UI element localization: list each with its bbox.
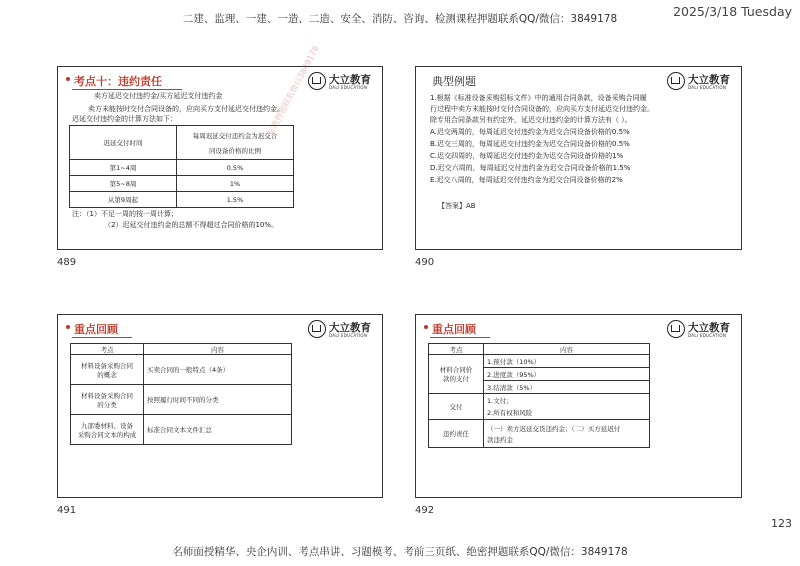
table-header: 考点	[429, 344, 484, 355]
review-table	[70, 343, 292, 445]
logo	[667, 72, 731, 92]
slide-title: 重点回顾	[74, 323, 118, 336]
table-row: 第1~4周 0.5%	[70, 160, 294, 176]
slide-title: 考点十：违约责任	[74, 75, 162, 88]
bullet-dot	[424, 325, 428, 329]
logo-sub: DALI EDUCATION	[329, 85, 368, 90]
slide-489	[57, 66, 383, 250]
table-row: 2.进度款（95%）	[429, 368, 650, 381]
logo-brand: 大立教育	[329, 322, 371, 334]
note: （2）迟延交付违约金的总额不得超过合同价格的10%。	[104, 221, 279, 229]
logo	[667, 320, 731, 340]
logo-sub: DALI EDUCATION	[329, 333, 368, 338]
question-line: 行过程中卖方未能按时交付合同设备的，应向买方支付延迟交付违约金。	[430, 105, 654, 113]
option-c: C.迟交四周的，每周延迟交付违约金为迟交合同设备价格的1%	[430, 152, 624, 160]
slide-number: 492	[415, 505, 435, 516]
review-table	[428, 343, 650, 448]
option-a: A.迟交两周的，每周延迟交付违约金为迟交合同设备价格的0.5%	[430, 128, 630, 136]
logo-icon	[308, 320, 326, 338]
logo	[308, 72, 372, 92]
table-header: 内容	[484, 344, 650, 355]
logo-icon	[667, 72, 685, 90]
bullet-dot	[66, 325, 70, 329]
table-row: 违约责任 （一）卖方迟延交货违约金；（二）买方延迟付 款违约金	[429, 420, 650, 448]
table-header: 迟延交付时间	[70, 126, 177, 160]
slide-490	[415, 66, 742, 250]
table-row: 交付 1.文付； 2.所有权和风险	[429, 394, 650, 420]
table-row: 材料设备采购合同 的分类 按照履行时间不同的分类	[71, 385, 292, 415]
logo	[308, 320, 372, 340]
logo-sub: DALI EDUCATION	[688, 333, 727, 338]
title-underline	[72, 89, 182, 90]
table-row: 九部委材料、设备 采购合同文本的构成 标准合同文本文件汇总	[71, 415, 292, 445]
slide-number: 489	[57, 257, 77, 268]
table-header: 内容	[144, 344, 292, 355]
answer: 【答案】AB	[438, 202, 476, 210]
note: 注：（1）不足一周的按一周计算；	[72, 210, 178, 218]
table-row: 3.结清款（5%）	[429, 381, 650, 394]
subtitle: 卖方延迟交付违约金/买方延迟支付违约金	[94, 92, 223, 100]
text-line: 卖方未能按时交付合同设备的，应向买方支付延迟交付违约金。	[88, 105, 284, 113]
date-line: 2025/3/18 Tuesday	[673, 4, 792, 19]
text-line: 迟延交付违约金的计算方法如下：	[72, 115, 177, 123]
table-header: 考点	[71, 344, 144, 355]
logo-icon	[667, 320, 685, 338]
question-line: 除专用合同条款另有约定外，延迟交付违约金的计算方法有（ ）。	[430, 116, 632, 124]
title-underline	[72, 337, 132, 338]
logo-icon	[308, 72, 326, 90]
title-underline	[430, 337, 490, 338]
slide-number: 490	[415, 257, 435, 268]
slide-492	[415, 314, 742, 498]
table-row: 材料设备采购合同 的概念 买卖合同的一般特点（4条）	[71, 355, 292, 385]
header-banner: 二建、监理、一建、一造、二造、安全、消防、咨询、检测课程押题联系QQ/微信：3849178	[182, 13, 618, 25]
rate-table	[69, 125, 294, 208]
page-total: 123	[771, 517, 792, 530]
slide-title: 重点回顾	[432, 323, 476, 336]
footer-banner: 名师面授精华、央企内训、考点串讲、习题模考、考前三页纸、绝密押题联系QQ/微信：3849178	[172, 546, 628, 558]
logo-sub: DALI EDUCATION	[688, 85, 727, 90]
watermark: 标准押题联系微信3849178	[265, 44, 321, 137]
slide-number: 491	[57, 505, 77, 516]
logo-brand: 大立教育	[688, 322, 730, 334]
bullet-dot	[66, 77, 70, 81]
option-b: B.迟交三周的，每周延迟交付违约金为迟交合同设备价格的0.5%	[430, 140, 630, 148]
logo-brand: 大立教育	[688, 74, 730, 86]
logo-brand: 大立教育	[329, 74, 371, 86]
table-header: 每周迟延交付违约金为迟交合 同设备价格的比例	[177, 126, 294, 160]
slide-title: 典型例题	[432, 75, 476, 88]
question-line: 1.根据《标准设备采购招标文件》中的通用合同条款，设备采购合同履	[430, 94, 647, 102]
table-row: 从第9周起 1.5%	[70, 192, 294, 208]
table-row: 材料合同价 款的支付 1.预付款（10%）	[429, 355, 650, 368]
table-row: 第5~8周 1%	[70, 176, 294, 192]
option-d: D.迟交六周的，每周延迟交付违约金为迟交合同设备价格的1.5%	[430, 164, 631, 172]
slide-491	[57, 314, 383, 498]
option-e: E.迟交八周的，每周延迟交付违约金为迟交合同设备价格的2%	[430, 176, 623, 184]
